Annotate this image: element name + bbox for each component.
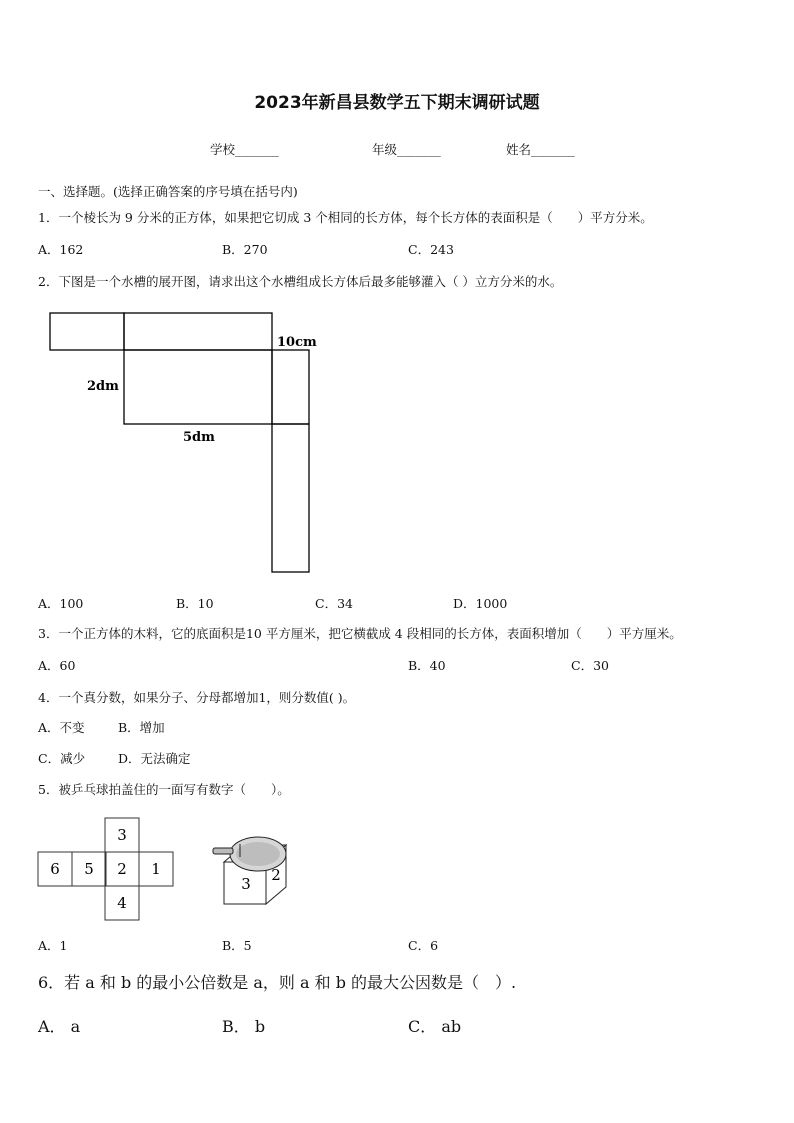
q2-option-a: A．100 (38, 596, 84, 611)
q4-option-d: D．无法确定 (118, 751, 191, 766)
question-4: 4．一个真分数，如果分子、分母都增加1，则分数值( )。 (38, 690, 356, 705)
cube-side-number: 2 (271, 866, 281, 884)
net-face-right (272, 350, 309, 424)
grade-field: 年级_______ (372, 142, 441, 157)
paddle-handle (213, 848, 233, 854)
q5-option-b: B．5 (222, 938, 252, 953)
q4-option-c: C．减少 (38, 751, 86, 766)
q4-option-b: B．增加 (118, 720, 165, 735)
net-number: 4 (117, 894, 127, 912)
section-heading: 一、选择题。(选择正确答案的序号填在括号内) (38, 184, 298, 199)
q2-option-d: D．1000 (453, 596, 508, 611)
q4-option-a: A．不变 (38, 720, 85, 735)
net-number: 5 (84, 860, 94, 878)
q6-option-a: A． a (38, 1017, 81, 1036)
question-1: 1．一个棱长为 9 分米的正方体，如果把它切成 3 个相同的长方体，每个长方体的表面积是（ ）平方分米。 (38, 210, 653, 225)
page-title: 2023年新昌县数学五下期末调研试题 (254, 93, 540, 113)
q1-option-c: C．243 (408, 242, 454, 257)
q6-option-b: B． b (222, 1017, 266, 1036)
net-face-bottom (124, 350, 272, 424)
question-2: 2．下图是一个水槽的展开图，请求出这个水槽组成长方体后最多能够灌入（ ）立方分米的水。 (38, 274, 563, 289)
cube-front-number: 3 (241, 875, 251, 893)
net-number: 3 (117, 826, 127, 844)
net-face-long (272, 424, 309, 572)
net-number: 2 (117, 860, 127, 878)
question-6: 6．若 a 和 b 的最小公倍数是 a，则 a 和 b 的最大公因数是（ ）. (38, 973, 517, 992)
label-10cm: 10cm (277, 335, 317, 350)
net-face-left (50, 313, 124, 350)
q3-option-a: A．60 (38, 658, 76, 673)
school-field: 学校_______ (210, 142, 279, 157)
q1-option-b: B．270 (222, 242, 268, 257)
question-5: 5．被乒乓球拍盖住的一面写有数字（ ）。 (38, 782, 290, 797)
net-number: 1 (151, 860, 161, 878)
net-number: 6 (50, 860, 60, 878)
q6-option-c: C． ab (408, 1017, 462, 1036)
q1-option-a: A．162 (38, 242, 84, 257)
question-3: 3．一个正方体的木料，它的底面积是10 平方厘米，把它横截成 4 段相同的长方体，表面积增加（ ）平方厘米。 (38, 626, 682, 641)
q2-option-c: C．34 (315, 596, 353, 611)
net-face-top (124, 313, 272, 350)
q2-option-b: B．10 (176, 596, 214, 611)
name-field: 姓名_______ (506, 142, 575, 157)
cube-net-figure (0, 812, 340, 924)
q5-option-c: C．6 (408, 938, 439, 953)
label-5dm: 5dm (183, 430, 215, 445)
water-tank-net-figure (0, 300, 794, 585)
q3-option-c: C．30 (571, 658, 609, 673)
label-2dm: 2dm (87, 379, 119, 394)
q5-option-a: A．1 (38, 938, 68, 953)
q3-option-b: B．40 (408, 658, 446, 673)
